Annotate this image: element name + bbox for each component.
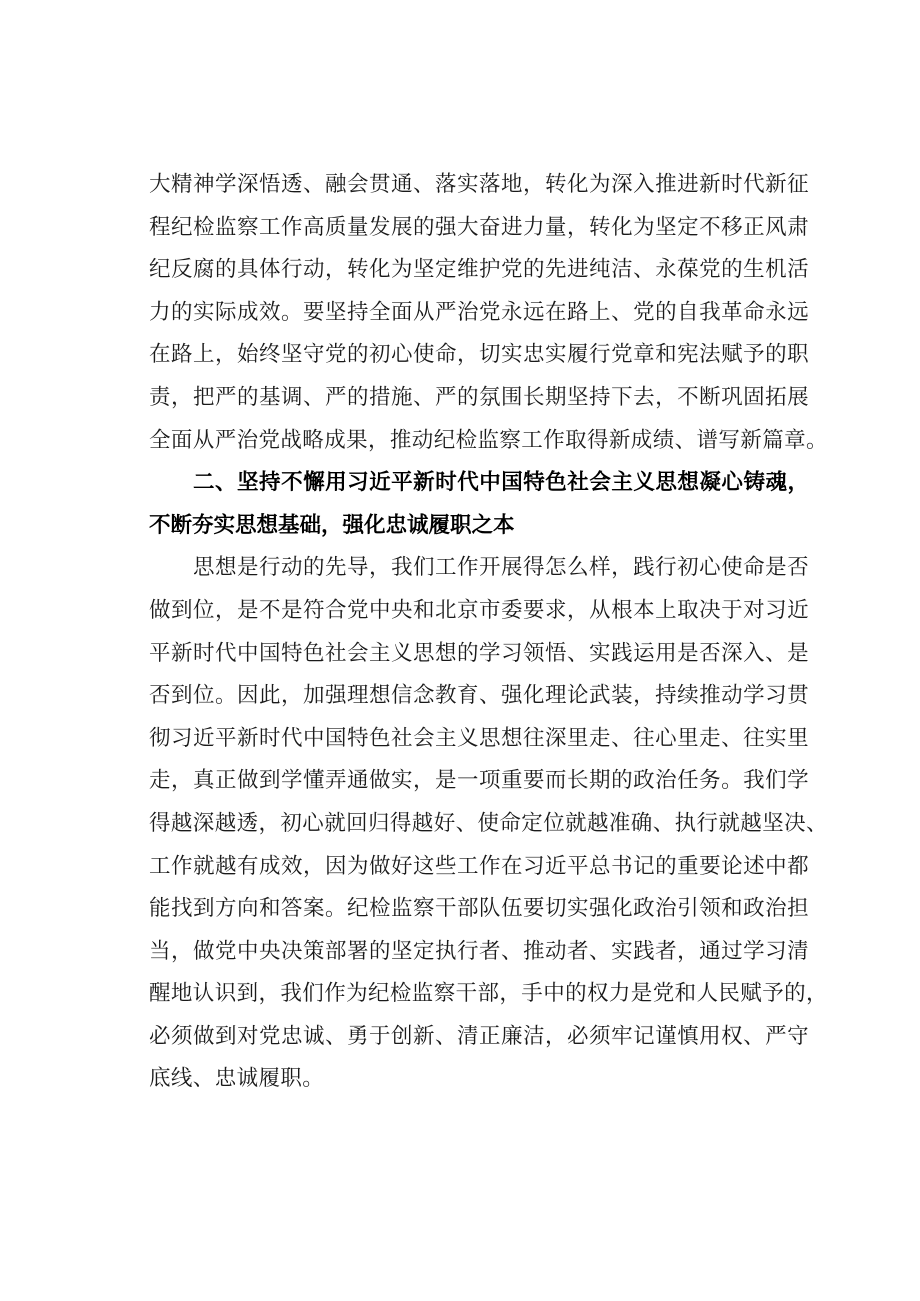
text-line: 必须做到对党忠诚、勇于创新、清正廉洁，必须牢记谨慎用权、严守	[149, 1023, 809, 1049]
text-line: 得越深越透，初心就回归得越好、使命定位就越准确、执行就越坚决、	[149, 810, 828, 836]
text-line: 全面从严治党战略成果，推动纪检监察工作取得新成绩、谱写新篇章。	[149, 427, 828, 453]
section-heading	[149, 462, 809, 547]
heading-line: 不断夯实思想基础，强化忠诚履职之本	[149, 512, 515, 538]
text-line: 力的实际成效。要坚持全面从严治党永远在路上、党的自我革命永远	[149, 299, 809, 325]
text-line: 在路上，始终坚守党的初心使命，切实忠实履行党章和宪法赋予的职	[149, 342, 809, 368]
text-line: 醒地认识到，我们作为纪检监察干部，手中的权力是党和人民赋予的，	[149, 981, 828, 1007]
text-line: 做到位，是不是符合党中央和北京市委要求，从根本上取决于对习近	[149, 597, 809, 623]
text-line: 底线、忠诚履职。	[149, 1066, 325, 1092]
document-body	[149, 164, 828, 1101]
text-line: 否到位。因此，加强理想信念教育、强化理论武装，持续推动学习贯	[149, 683, 809, 709]
text-line: 思想是行动的先导，我们工作开展得怎么样，践行初心使命是否	[193, 555, 809, 581]
paragraph-1	[149, 164, 828, 462]
heading-line: 二、坚持不懈用习近平新时代中国特色社会主义思想凝心铸魂，	[193, 470, 809, 496]
text-line: 彻习近平新时代中国特色社会主义思想往深里走、往心里走、往实里	[149, 725, 809, 751]
text-line: 平新时代中国特色社会主义思想的学习领悟、实践运用是否深入、是	[149, 640, 809, 666]
text-line: 能找到方向和答案。纪检监察干部队伍要切实强化政治引领和政治担	[149, 896, 809, 922]
paragraph-2	[149, 547, 828, 1101]
text-line: 程纪检监察工作高质量发展的强大奋进力量，转化为坚定不移正风肃	[149, 214, 809, 240]
text-line: 工作就越有成效，因为做好这些工作在习近平总书记的重要论述中都	[149, 853, 809, 879]
text-line: 走，真正做到学懂弄通做实，是一项重要而长期的政治任务。我们学	[149, 768, 809, 794]
text-line: 大精神学深悟透、融会贯通、落实落地，转化为深入推进新时代新征	[149, 172, 809, 197]
text-line: 责，把严的基调、严的措施、严的氛围长期坚持下去，不断巩固拓展	[149, 384, 809, 410]
text-line: 当，做党中央决策部署的坚定执行者、推动者、实践者，通过学习清	[149, 938, 809, 964]
text-line: 纪反腐的具体行动，转化为坚定维护党的先进纯洁、永葆党的生机活	[149, 257, 809, 283]
